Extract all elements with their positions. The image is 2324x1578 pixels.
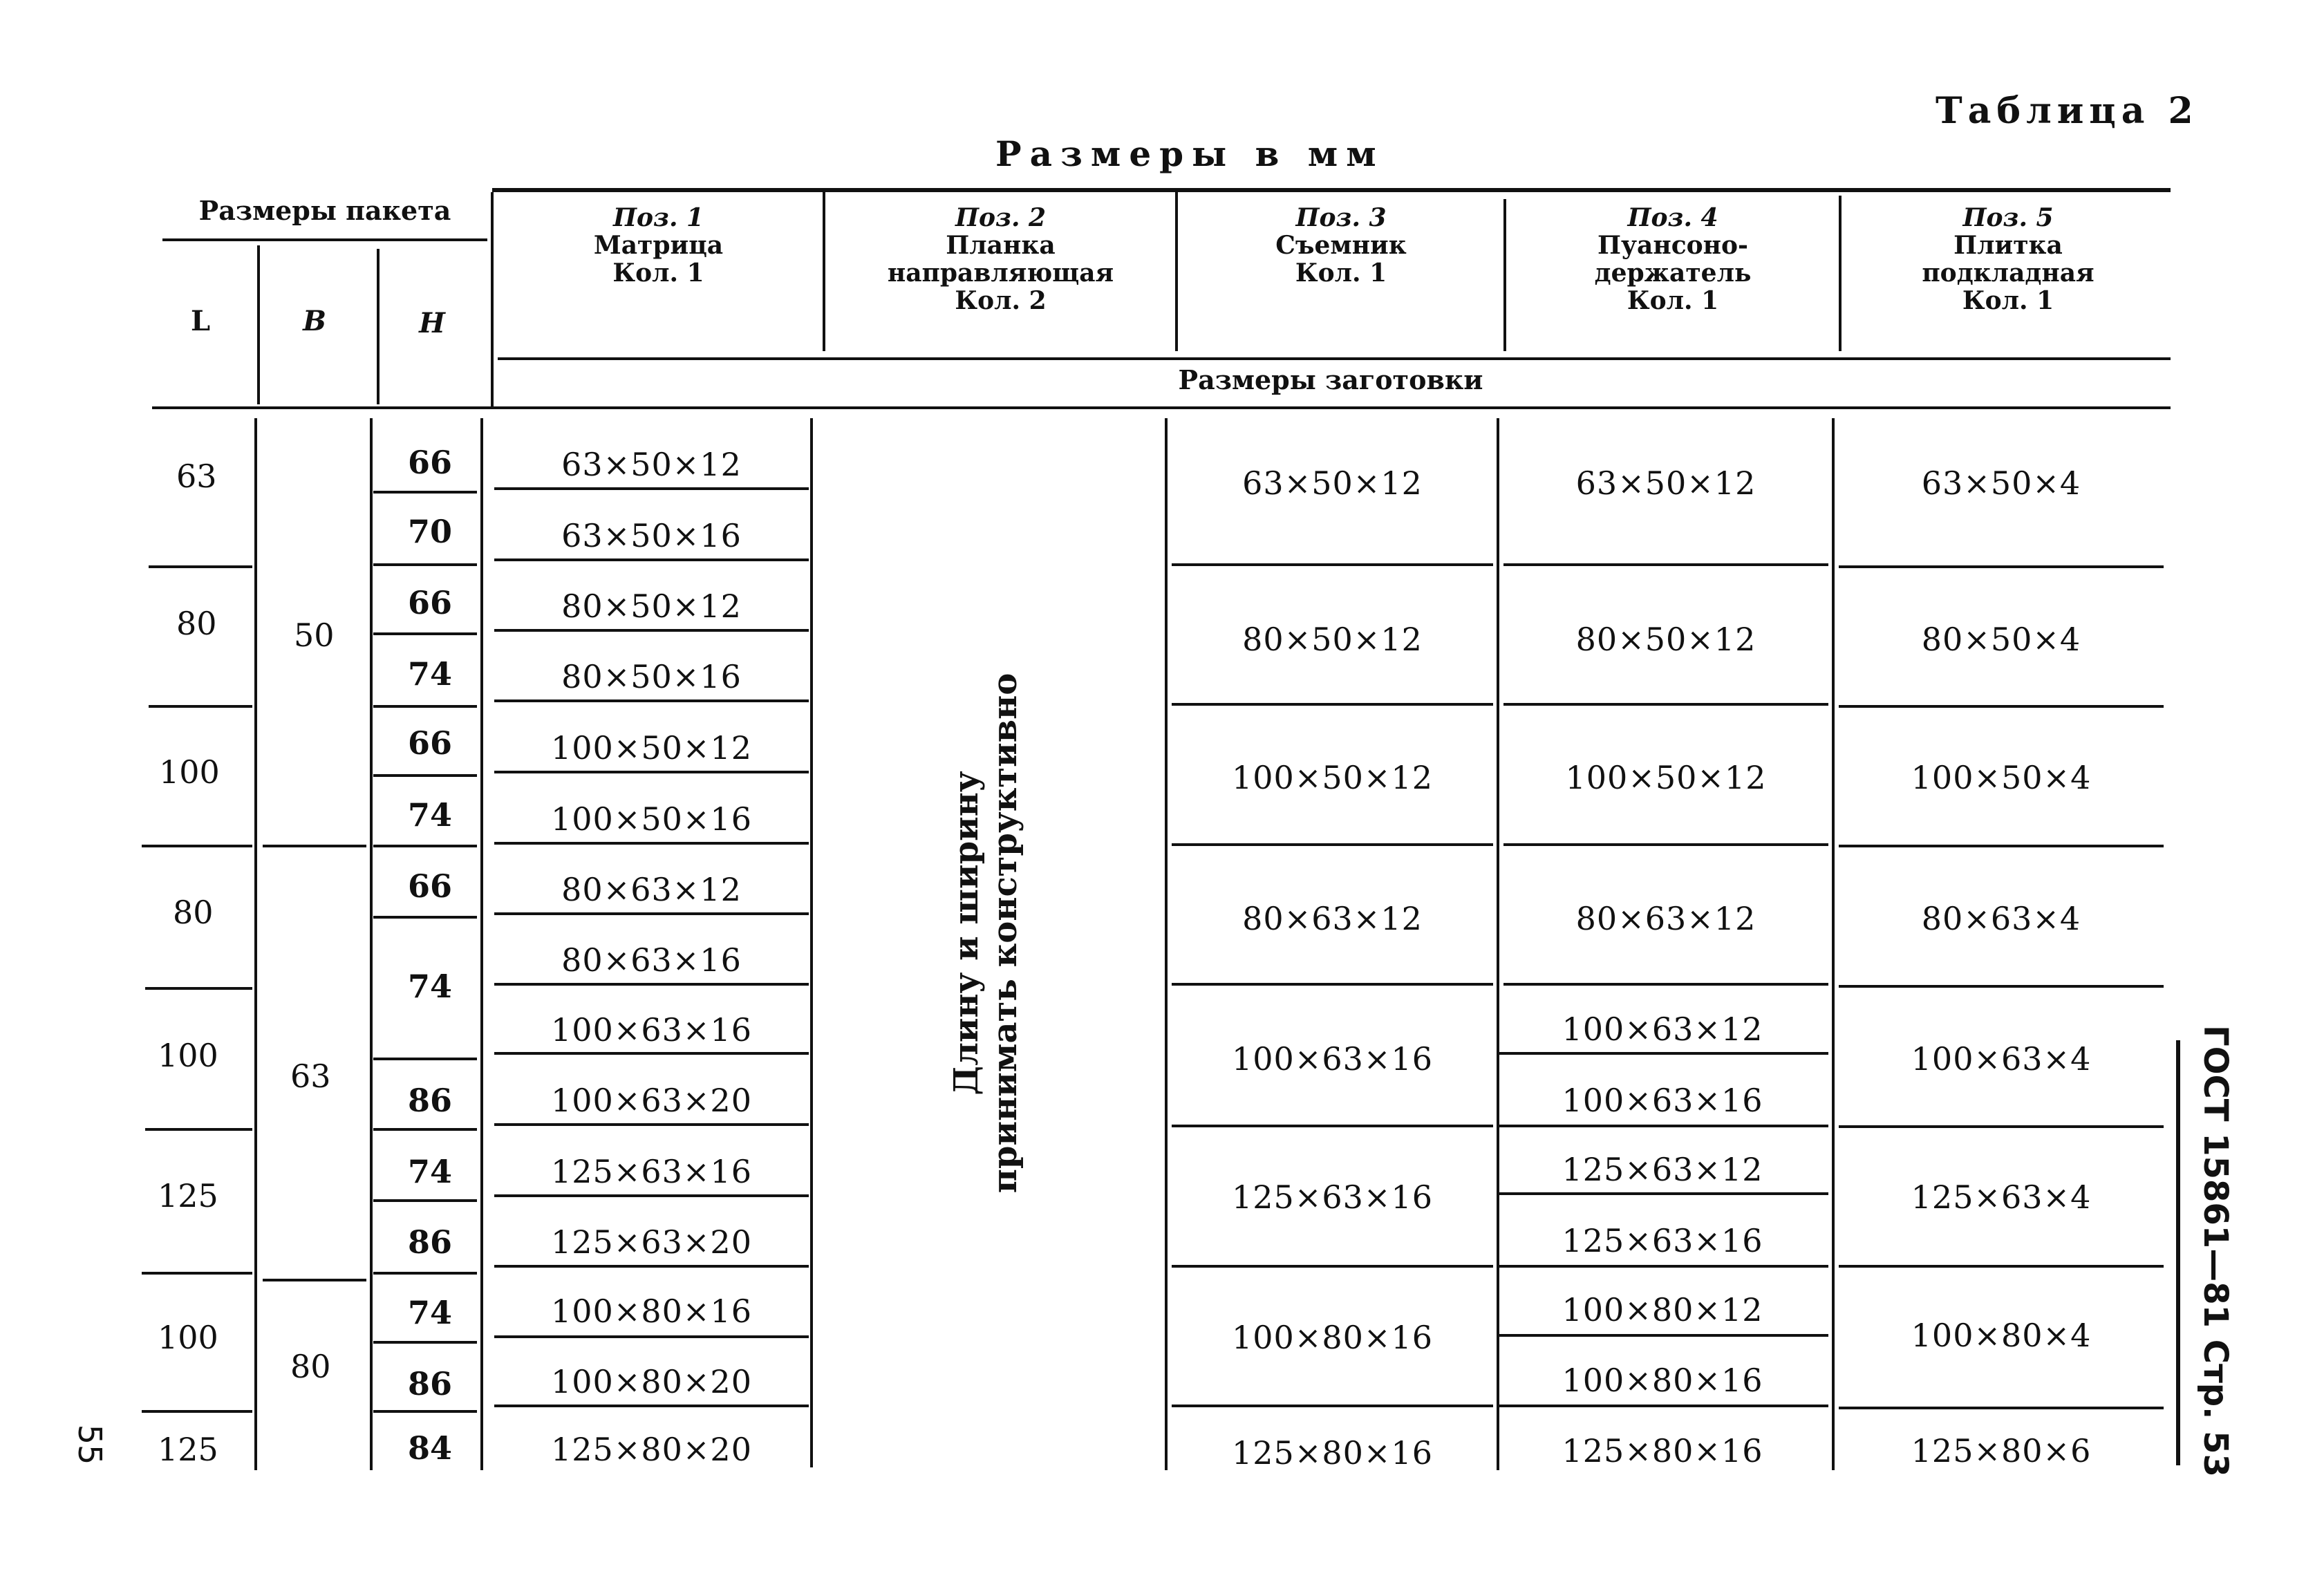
- H-sep: [373, 563, 477, 566]
- pos4-cell: 100×80×12: [1562, 1291, 1763, 1328]
- pos4-sep: [1503, 563, 1828, 566]
- pos1-sep: [494, 1052, 809, 1055]
- L-sep: [149, 565, 252, 568]
- L-cell: 80: [176, 605, 217, 642]
- L-cell: 100: [159, 753, 220, 791]
- pos1-cell: 100×63×20: [551, 1082, 752, 1119]
- H-cell: 74: [408, 796, 453, 834]
- header-bottom-border-right: [1058, 406, 2171, 409]
- pos1-sep: [494, 699, 809, 702]
- pos1-sep: [494, 487, 809, 490]
- pos1-cell: 100×63×16: [551, 1011, 752, 1049]
- pos1-cell: 80×63×16: [561, 941, 742, 979]
- pos5-cell: 100×63×4: [1911, 1040, 2092, 1078]
- col-B-header: B: [303, 305, 326, 337]
- body-vline-pos2: [1165, 418, 1168, 1470]
- col-H-header: H: [419, 307, 445, 339]
- L-cell: 125: [158, 1177, 218, 1214]
- pos1-cell: 80×63×12: [561, 871, 742, 908]
- units-caption: Размеры в мм: [995, 133, 1385, 174]
- header-vline-4: [1503, 199, 1506, 351]
- pos4-cell: 80×50×12: [1575, 621, 1756, 658]
- pos2-qty: Кол. 2: [955, 286, 1047, 315]
- B-cell: 63: [290, 1058, 331, 1095]
- L-cell: 100: [158, 1319, 218, 1356]
- header-top-border: [492, 188, 2171, 192]
- H-sep: [373, 632, 477, 635]
- pos4-sep: [1503, 703, 1828, 706]
- pos5-sep: [1839, 985, 2164, 988]
- L-sep: [145, 987, 252, 990]
- side-rule: [2176, 1040, 2180, 1465]
- pos4-pos-label: Поз. 4: [1627, 203, 1718, 232]
- L-cell: 100: [158, 1037, 218, 1074]
- pos3-cell: 100×63×16: [1232, 1040, 1433, 1078]
- pos4-cell: 100×63×12: [1562, 1011, 1763, 1048]
- pos5-sep: [1839, 565, 2164, 568]
- pos5-cell: 100×50×4: [1911, 759, 2092, 796]
- H-sep: [373, 1128, 477, 1131]
- pos3-sep: [1172, 843, 1493, 846]
- pos1-sep: [494, 1335, 809, 1338]
- L-sep: [145, 1128, 252, 1131]
- pos3-cell: 80×50×12: [1242, 621, 1423, 658]
- L-cell: 80: [173, 894, 214, 931]
- pos5-sep: [1839, 705, 2164, 708]
- pos5-sep: [1839, 845, 2164, 847]
- pos5-cell: 100×80×4: [1911, 1317, 2092, 1354]
- pos4-cell: 125×63×12: [1562, 1151, 1763, 1188]
- blank-sizes-top-border: [498, 357, 2171, 360]
- H-cell: 86: [408, 1082, 453, 1119]
- pos1-cell: 125×63×16: [551, 1153, 752, 1190]
- B-sep: [263, 1279, 366, 1281]
- pos4-cell: 100×63×16: [1562, 1082, 1763, 1119]
- pos4-sep: [1503, 843, 1828, 846]
- body-vline-pos4: [1832, 418, 1835, 1470]
- L-sep: [142, 1410, 252, 1413]
- pos5-sep: [1839, 1125, 2164, 1128]
- pos4-sep: [1503, 983, 1828, 986]
- pos3-sep: [1172, 703, 1493, 706]
- H-cell: 70: [408, 513, 453, 550]
- body-vline-H: [480, 418, 483, 1470]
- H-sep: [373, 1058, 477, 1060]
- pos3-cell: 100×80×16: [1232, 1319, 1433, 1356]
- L-cell: 63: [176, 458, 217, 495]
- pos1-sep: [494, 1265, 809, 1268]
- H-sep: [373, 1341, 477, 1344]
- pos4-sep: [1497, 1405, 1828, 1407]
- pos1-sep: [494, 983, 809, 986]
- pos1-cell: 63×50×16: [561, 517, 742, 554]
- pos2-header: [830, 204, 1172, 314]
- pos4-qty: Кол. 1: [1627, 286, 1719, 315]
- pos2-name-2: направляющая: [887, 259, 1114, 288]
- pos4-cell: 100×80×16: [1562, 1362, 1763, 1399]
- pos1-sep: [494, 842, 809, 845]
- pos1-sep: [494, 558, 809, 561]
- pos5-cell: 125×80×6: [1911, 1432, 2092, 1469]
- pos2-name-1: Планка: [946, 231, 1056, 260]
- H-sep: [373, 916, 477, 919]
- pos1-cell: 125×80×20: [551, 1431, 752, 1468]
- pos4-cell: 63×50×12: [1575, 464, 1756, 502]
- pos5-cell: 63×50×4: [1921, 464, 2081, 502]
- pos1-sep: [494, 1123, 809, 1126]
- B-sep: [263, 845, 366, 847]
- side-label: ГОСТ 15861—81 Стр. 53: [2196, 1025, 2235, 1477]
- pos3-name: Съемник: [1275, 231, 1407, 260]
- pos1-qty: Кол. 1: [612, 259, 704, 288]
- pos1-header: [498, 204, 819, 287]
- pos5-qty: Кол. 1: [1962, 286, 2054, 315]
- pos1-cell: 100×50×12: [551, 729, 752, 767]
- pos2-pos-label: Поз. 2: [955, 203, 1047, 232]
- H-sep: [373, 491, 477, 494]
- pos3-sep: [1172, 1265, 1493, 1268]
- H-cell: 74: [408, 655, 453, 693]
- pos1-sep: [494, 1194, 809, 1197]
- H-cell: 66: [408, 584, 453, 621]
- page-number: 55: [71, 1424, 109, 1465]
- header-vline-3: [1175, 192, 1178, 351]
- pos3-cell: 63×50×12: [1242, 464, 1423, 502]
- pos3-cell: 125×63×16: [1232, 1178, 1433, 1216]
- package-sizes-underline: [162, 238, 487, 241]
- package-sizes-header: Размеры пакета: [198, 195, 451, 226]
- pos1-cell: 100×50×16: [551, 800, 752, 838]
- H-cell: 84: [408, 1429, 453, 1467]
- pos5-sep: [1839, 1407, 2164, 1409]
- pos4-header: [1510, 204, 1835, 314]
- col-L-header: L: [190, 305, 211, 337]
- H-sep: [373, 1272, 477, 1275]
- pos1-sep: [494, 629, 809, 632]
- header-vline-2: [823, 192, 825, 351]
- body-vline-pos1: [810, 418, 813, 1467]
- pos2-note-line-1: Длину и ширину: [947, 771, 986, 1096]
- B-cell: 50: [294, 617, 335, 654]
- pos1-cell: 125×63×20: [551, 1223, 752, 1261]
- header-vline-B: [377, 249, 379, 404]
- L-sep: [149, 705, 252, 708]
- pos4-name-2: держатель: [1594, 259, 1752, 288]
- pos1-cell: 63×50×12: [561, 446, 742, 483]
- pos5-cell: 80×63×4: [1921, 900, 2081, 937]
- pos3-sep: [1172, 983, 1493, 986]
- H-cell: 86: [408, 1223, 453, 1261]
- pos1-cell: 80×50×12: [561, 588, 742, 625]
- pos4-name-1: Пуансоно-: [1597, 231, 1748, 260]
- header-vline-L: [257, 245, 260, 404]
- table-label: Таблица 2: [1936, 90, 2199, 132]
- L-sep: [142, 845, 252, 847]
- header-bottom-border-left: [152, 406, 1065, 409]
- pos3-cell: 100×50×12: [1232, 759, 1433, 796]
- pos3-cell: 80×63×12: [1242, 900, 1423, 937]
- H-sep: [373, 845, 477, 847]
- pos1-cell: 100×80×20: [551, 1363, 752, 1400]
- pos4-sep: [1497, 1052, 1828, 1055]
- H-cell: 74: [408, 1294, 453, 1331]
- H-cell: 74: [408, 1153, 453, 1190]
- H-sep: [373, 1410, 477, 1413]
- pos3-cell: 125×80×16: [1232, 1434, 1433, 1472]
- pos3-pos-label: Поз. 3: [1295, 203, 1387, 232]
- pos4-sep: [1497, 1334, 1828, 1337]
- H-cell: 86: [408, 1365, 453, 1402]
- pos3-sep: [1172, 563, 1493, 566]
- H-cell: 66: [408, 444, 453, 481]
- body-vline-B: [370, 418, 373, 1470]
- pos3-qty: Кол. 1: [1295, 259, 1387, 288]
- L-sep: [142, 1272, 252, 1275]
- pos5-cell: 125×63×4: [1911, 1178, 2092, 1216]
- pos1-name: Матрица: [593, 231, 724, 260]
- H-sep: [373, 1199, 477, 1202]
- pos5-header: [1846, 204, 2171, 314]
- H-cell: 66: [408, 867, 453, 905]
- pos5-name-1: Плитка: [1953, 231, 2063, 260]
- pos5-sep: [1839, 1265, 2164, 1268]
- pos4-cell: 125×80×16: [1562, 1432, 1763, 1469]
- pos1-cell: 100×80×16: [551, 1293, 752, 1330]
- pos5-name-2: подкладная: [1922, 259, 2095, 288]
- pos1-cell: 80×50×16: [561, 658, 742, 695]
- pos1-sep: [494, 1405, 809, 1407]
- pos1-sep: [494, 912, 809, 915]
- blank-sizes-header: Размеры заготовки: [1178, 364, 1483, 395]
- pos4-sep: [1497, 1125, 1828, 1127]
- H-cell: 66: [408, 724, 453, 762]
- H-cell: 74: [408, 968, 453, 1005]
- pos2-note-line-2: принимать конструктивно: [986, 673, 1024, 1194]
- pos5-pos-label: Поз. 5: [1962, 203, 2054, 232]
- pos3-sep: [1172, 1125, 1493, 1127]
- header-vline-1: [491, 192, 494, 406]
- B-cell: 80: [290, 1348, 331, 1385]
- pos3-sep: [1172, 1405, 1493, 1407]
- L-cell: 125: [158, 1431, 218, 1468]
- header-vline-5: [1839, 196, 1842, 351]
- pos4-cell: 125×63×16: [1562, 1222, 1763, 1259]
- pos1-pos-label: Поз. 1: [612, 203, 704, 232]
- pos4-cell: 80×63×12: [1575, 900, 1756, 937]
- pos4-sep: [1497, 1192, 1828, 1195]
- pos1-sep: [494, 771, 809, 773]
- body-vline-L: [254, 418, 257, 1470]
- pos4-sep: [1497, 1265, 1828, 1268]
- H-sep: [373, 774, 477, 777]
- pos5-cell: 80×50×4: [1921, 621, 2081, 658]
- pos4-cell: 100×50×12: [1565, 759, 1767, 796]
- H-sep: [373, 705, 477, 708]
- pos3-header: [1182, 204, 1500, 287]
